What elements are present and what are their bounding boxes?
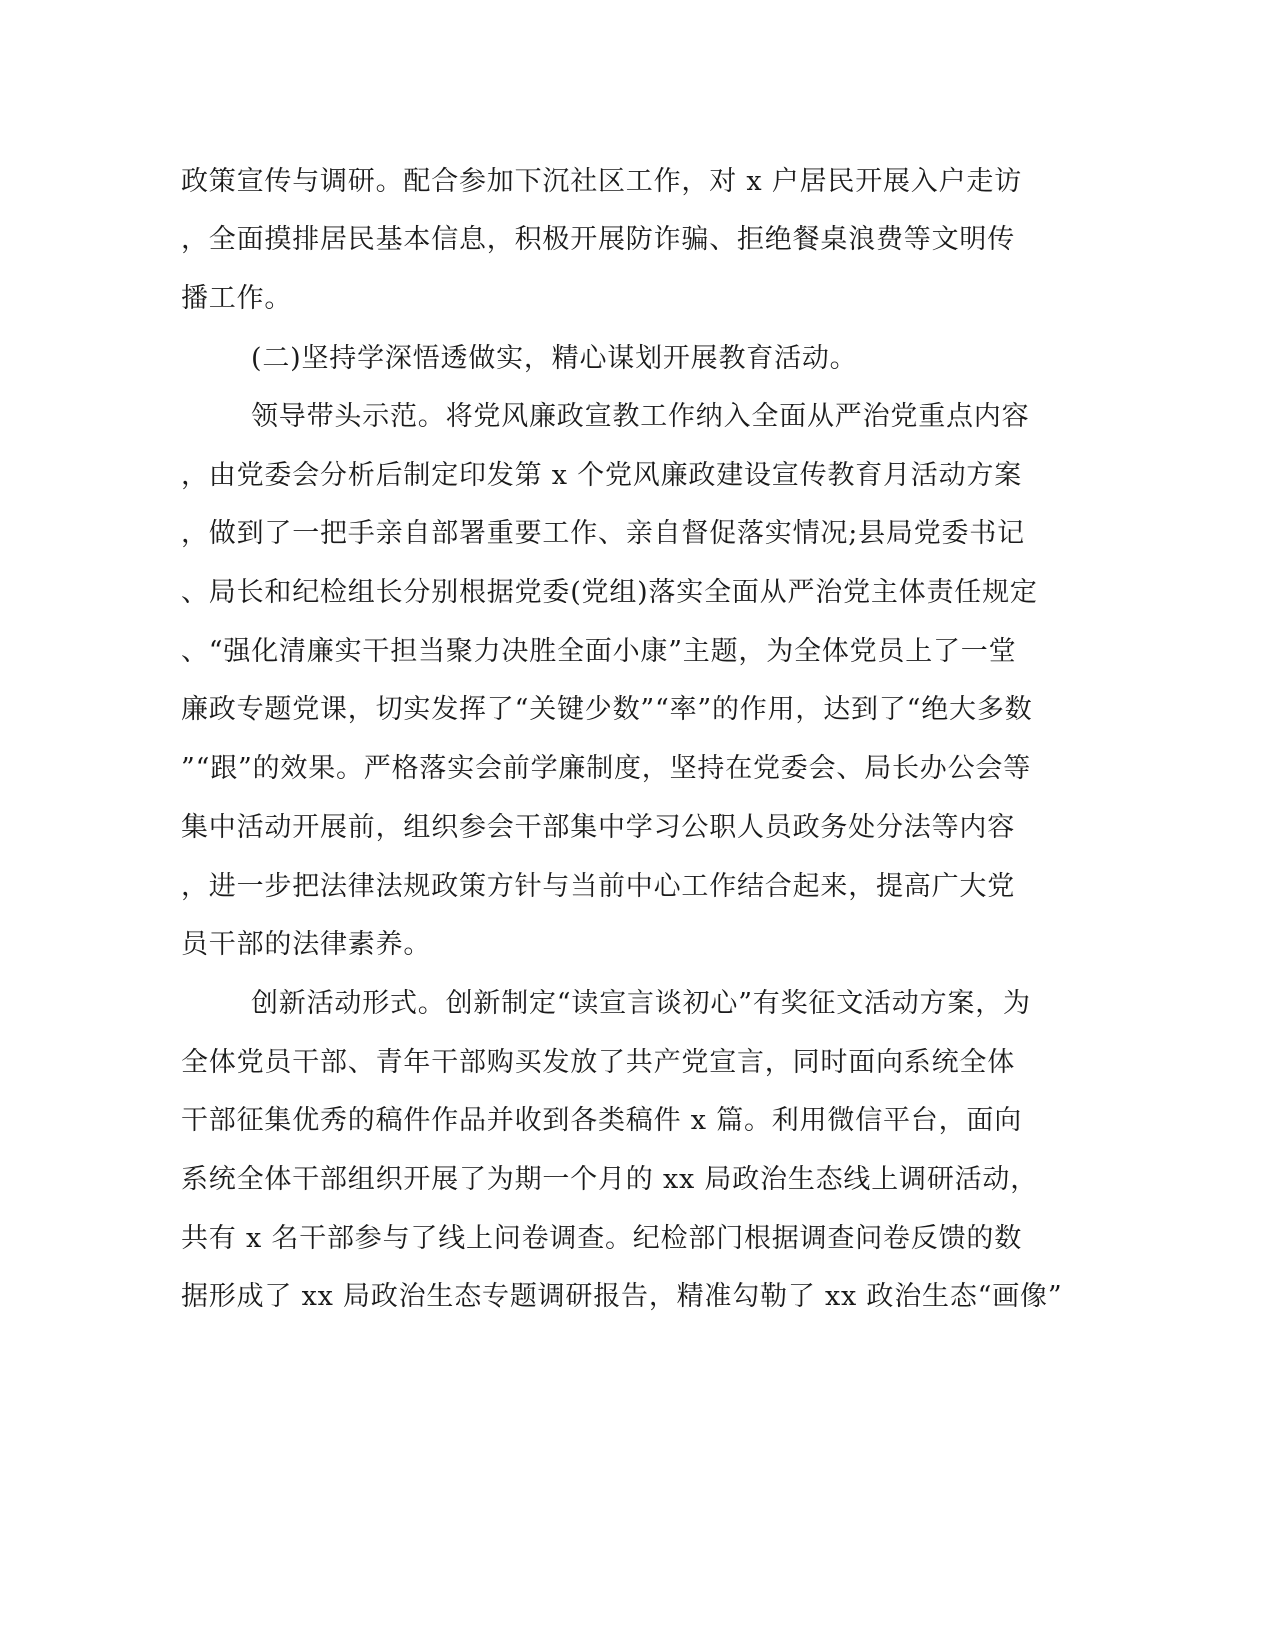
section-heading: (二)坚持学深悟透做实，精心谋划开展教育活动。 bbox=[251, 343, 858, 374]
text-line-16: 全体党员干部、青年干部购买发放了共产党宣言，同时面向系统全体 bbox=[181, 1047, 1015, 1078]
text-line-1: 政策宣传与调研。配合参加下沉社区工作，对 x 户居民开展入户走访 bbox=[181, 166, 1022, 197]
text-line-2: ，全面摸排居民基本信息，积极开展防诈骗、拒绝餐桌浪费等文明传 bbox=[181, 224, 1015, 255]
text-line-9: 、“强化清廉实干担当聚力决胜全面小康”主题，为全体党员上了一堂 bbox=[181, 636, 1017, 667]
text-line-20: 据形成了 xx 局政治生态专题调研报告，精准勾勒了 xx 政治生态“画像” bbox=[181, 1281, 1063, 1312]
text-line-15: 创新活动形式。创新制定“读宣言谈初心”有奖征文活动方案，为 bbox=[251, 988, 1031, 1019]
text-line-13: ，进一步把法律法规政策方针与当前中心工作结合起来，提高广大党 bbox=[181, 871, 1015, 902]
text-line-5: 领导带头示范。将党风廉政宣教工作纳入全面从严治党重点内容 bbox=[251, 401, 1030, 432]
text-line-3: 播工作。 bbox=[181, 283, 293, 314]
text-line-11: ”“跟”的效果。严格落实会前学廉制度，坚持在党委会、局长办公会等 bbox=[181, 753, 1032, 784]
text-line-17: 干部征集优秀的稿件作品并收到各类稿件 x 篇。利用微信平台，面向 bbox=[181, 1105, 1022, 1136]
text-line-6: ，由党委会分析后制定印发第 x 个党风廉政建设宣传教育月活动方案 bbox=[181, 460, 1022, 491]
text-line-7: ，做到了一把手亲自部署重要工作、亲自督促落实情况;县局党委书记 bbox=[181, 518, 1025, 549]
text-line-10: 廉政专题党课，切实发挥了“关键少数”“率”的作用，达到了“绝大多数 bbox=[181, 694, 1033, 725]
text-line-12: 集中活动开展前，组织参会干部集中学习公职人员政务处分法等内容 bbox=[181, 812, 1015, 843]
text-line-19: 共有 x 名干部参与了线上问卷调查。纪检部门根据调查问卷反馈的数 bbox=[181, 1223, 1022, 1254]
text-line-8: 、局长和纪检组长分别根据党委(党组)落实全面从严治党主体责任规定 bbox=[181, 577, 1038, 608]
text-line-18: 系统全体干部组织开展了为期一个月的 xx 局政治生态线上调研活动， bbox=[181, 1164, 1039, 1195]
text-line-14: 员干部的法律素养。 bbox=[181, 929, 432, 960]
